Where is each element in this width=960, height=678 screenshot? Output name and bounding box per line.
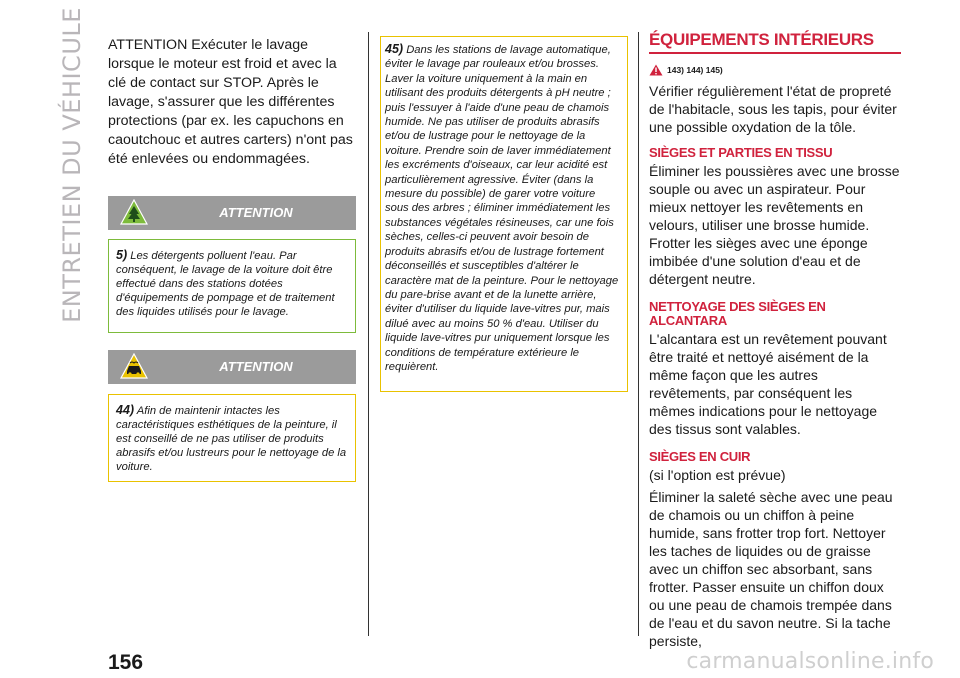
paragraph: L'alcantara est un revêtement pouvant être traité et nettoyé aisément de la même façon que les autres revêtements, par conséquent les mêmes indications pour le nettoyage des tissus sont valables. [649,331,887,437]
warning-header-environment [108,196,356,230]
warning-title: ATTENTION [219,359,293,374]
note-text: Afin de maintenir intactes les caractéristiques esthétiques de la peinture, il est conseillé de ne pas utiliser de produits abrasifs et/ou lustreurs pour le nettoyage de la voiture. [116,405,347,473]
paragraph: (si l'option est prévue) [649,467,786,483]
subheading-alcantara-seats: NETTOYAGE DES SIÈGES EN ALCANTARA [649,299,826,328]
section-heading: ÉQUIPEMENTS INTÉRIEURS [649,30,901,54]
paragraph: Éliminer la saleté sèche avec une peau de chamois ou un chiffon à peine humide, sans frotter trop fort. Nettoyer les taches de liquides ou de graisse avec un chiffon sec absorbant, sans frotter. Passer ensuite un chiffon doux ou une peau de chamois trempée dans de l'eau et du savon neutre. Si la tache persiste, [649,489,893,649]
warning-refs [649,64,901,76]
section-tab [52,7,92,323]
subheading-leather-seats: SIÈGES EN CUIR [649,449,751,464]
note-number: 44) [116,403,135,417]
note-number: 5) [116,248,128,262]
subheading-fabric-seats: SIÈGES ET PARTIES EN TISSU [649,145,833,160]
warning-box-wash-stations [380,36,628,392]
watermark: carmanualsonline.info [686,649,934,674]
column-divider [368,32,369,636]
warning-triangle-icon [649,64,663,76]
column-1 [108,36,358,169]
section-tab-label: ENTRETIEN DU VÉHICULE [58,7,86,323]
page-number: 156 [108,651,144,674]
warning-header-paint [108,350,356,384]
intro-paragraph: Vérifier régulièrement l'état de propreté de l'habitacle, sous les tapis, pour éviter une possible oxydation de la tôle. [649,83,897,135]
warning-box-environment [108,239,356,333]
note-number: 45) [385,42,404,56]
wash-attention-paragraph: ATTENTION Exécuter le lavage lorsque le moteur est froid et avec la clé de contact sur STOP. Après le lavage, s'assurer que les différentes protections (par ex. les capuchons en caoutchouc et autres carters) n'ont pas été enlevées ou endommagées. [108,37,353,167]
note-text: Les détergents polluent l'eau. Par conséquent, le lavage de la voiture doit être effectué dans des stations dotées d'équipements de pompage et de traitement des liquides utilisés pour le lavage. [116,250,335,318]
column-3 [649,30,901,650]
ref-numbers: 143) 144) 145) [667,65,723,75]
note-text: Dans les stations de lavage automatique, éviter le lavage par rouleaux et/ou brosses. Laver la voiture uniquement à la main en utilisant des produits détergents à pH neutre ; puis l'essuyer à l'aide d'une peau de chamois humide. Ne pas utiliser de produits abrasifs et/ou de lustrage pour le nettoyage de la voiture. Prendre soin de laver immédiatement les excréments d'oiseaux, car leur acidité est particulièrement agressive. Éviter (dans la mesure du possible) de garer votre voiture sous des arbres ; éliminer immédiatement les substances végétales résineuses, car une fois sèches, celles-ci peuvent avoir besoin de produits abrasifs et/ou de lustrage fortement déconseillés et susceptibles d'altérer le caractère mat de la peinture. Pour le nettoyage du pare-brise avant et de la lunette arrière, éviter d'utiliser du liquide lave-vitres pur, mais dilué avec au moins 50 % d'eau. Utiliser du liquide lave-vitres pur uniquement lorsque les conditions de température extérieure le requièrent. [385,44,619,373]
column-divider [638,32,639,636]
paragraph: Éliminer les poussières avec une brosse souple ou avec un aspirateur. Pour mieux nettoyer les revêtements en velours, utiliser une brosse humide. Frotter les sièges avec une éponge imbibée d'une solution d'eau et de détergent neutre. [649,163,900,287]
warning-box-paint [108,394,356,482]
warning-title: ATTENTION [219,205,293,220]
